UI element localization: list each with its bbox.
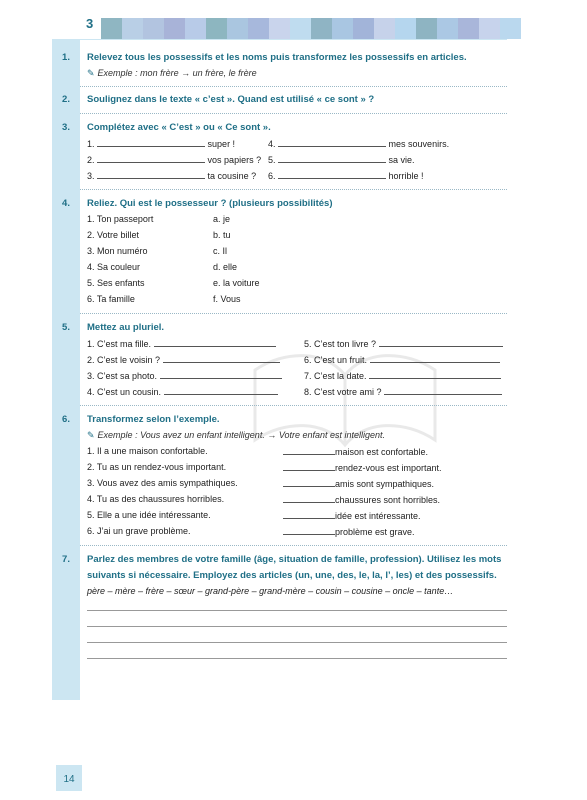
exercise-6-left-6: 6. J’ai un grave problème. (87, 526, 191, 536)
exercise-6-left-3: 3. Vous avez des amis sympathiques. (87, 478, 238, 488)
exercise-3-item-5: 5. sa vie. (268, 155, 415, 165)
answer-blank[interactable] (154, 338, 276, 347)
exercise-2-title: Soulignez dans le texte « c’est ». Quand est utilisé « ce sont » ? (87, 94, 375, 105)
exercise-6-right-6: problème est grave. (283, 526, 415, 537)
answer-blank[interactable] (278, 170, 386, 179)
separator (80, 189, 507, 190)
exercise-5-title: Mettez au pluriel. (87, 322, 165, 333)
answer-blank[interactable] (384, 386, 502, 395)
exercise-6-right-4: chaussures sont horribles. (283, 494, 440, 505)
page-number: 14 (56, 765, 82, 791)
answer-blank[interactable] (283, 478, 335, 487)
answer-blank[interactable] (379, 338, 503, 347)
exercise-5-item-2: 2. C’est le voisin ? (87, 354, 280, 365)
exercise-6-right-2: rendez-vous est important. (283, 462, 442, 473)
exercise-4-left-2: 2. Votre billet (87, 230, 140, 240)
exercise-5-item-7: 7. C’est la date. (304, 370, 501, 381)
exercise-1-number: 1. (62, 52, 70, 63)
exercise-7-title-line-1: Parlez des membres de votre famille (âge, situation de famille, profession). Utilisez les mots (87, 554, 502, 565)
header-square (122, 18, 143, 39)
header-square (479, 18, 500, 39)
separator (80, 545, 507, 546)
exercise-6-right-3: amis sont sympathiques. (283, 478, 434, 489)
separator (80, 405, 507, 406)
separator (80, 313, 507, 314)
answer-blank[interactable] (283, 510, 335, 519)
exercise-4-number: 4. (62, 198, 70, 209)
exercise-7-word-list: père – mère – frère – sœur – grand-père – grand-mère – cousin – cousine – oncle – tante… (87, 586, 454, 596)
answer-blank[interactable] (283, 446, 335, 455)
exercise-1-title: Relevez tous les possessifs et les noms puis transformez les possessifs en articles. (87, 52, 467, 63)
header-square (290, 18, 311, 39)
answer-blank[interactable] (97, 138, 205, 147)
top-rule (52, 39, 507, 40)
exercise-4-right-c: c. Il (213, 246, 228, 256)
header-square (374, 18, 395, 39)
exercise-6-right-1: maison est confortable. (283, 446, 428, 457)
exercise-5-item-5: 5. C’est ton livre ? (304, 338, 503, 349)
exercise-4-left-3: 3. Mon numéro (87, 246, 148, 256)
writing-line[interactable] (87, 626, 507, 627)
writing-line[interactable] (87, 642, 507, 643)
exercise-6-left-4: 4. Tu as des chaussures horribles. (87, 494, 225, 504)
header-square (227, 18, 248, 39)
exercise-4-right-e: e. la voiture (213, 278, 260, 288)
header-square (437, 18, 458, 39)
header-square (395, 18, 416, 39)
exercise-4-right-f: f. Vous (213, 294, 241, 304)
exercise-4-left-5: 5. Ses enfants (87, 278, 145, 288)
exercise-6-number: 6. (62, 414, 70, 425)
answer-blank[interactable] (160, 370, 282, 379)
header-square (458, 18, 479, 39)
exercise-4-left-1: 1. Ton passeport (87, 214, 154, 224)
pencil-icon: ✎ (87, 68, 95, 78)
answer-blank[interactable] (278, 138, 386, 147)
exercise-3-item-3: 3. ta cousine ? (87, 171, 257, 181)
answer-blank[interactable] (283, 494, 335, 503)
exercise-5-item-6: 6. C’est un fruit. (304, 354, 500, 365)
exercise-sidebar (52, 40, 80, 700)
header-square (206, 18, 227, 39)
exercise-6-right-5: idée est intéressante. (283, 510, 421, 521)
header-color-squares (101, 18, 521, 39)
exercise-5-item-3: 3. C’est sa photo. (87, 370, 282, 381)
exercise-6-left-2: 2. Tu as un rendez-vous important. (87, 462, 227, 472)
exercise-3-title: Complétez avec « C’est » ou « Ce sont ». (87, 122, 271, 133)
exercise-3-item-1: 1. super ! (87, 139, 236, 149)
answer-blank[interactable] (164, 386, 278, 395)
header-square (143, 18, 164, 39)
answer-blank[interactable] (97, 170, 205, 179)
exercise-6-left-1: 1. Il a une maison confortable. (87, 446, 208, 456)
writing-line[interactable] (87, 658, 507, 659)
exercise-3-item-6: 6. horrible ! (268, 171, 424, 181)
separator (80, 86, 507, 87)
exercise-3-item-2: 2. vos papiers ? (87, 155, 262, 165)
header-square (332, 18, 353, 39)
separator (80, 113, 507, 114)
header-square (185, 18, 206, 39)
exercise-1-example: ✎ Exemple : mon frère → un frère, le frère (87, 68, 257, 78)
exercise-4-title: Reliez. Qui est le possesseur ? (plusieurs possibilités) (87, 198, 333, 209)
exercise-7-title-line-2: suivants si nécessaire. Employez des articles (un, une, des, le, la, l’, les) et des possessifs. (87, 570, 497, 581)
header-square (311, 18, 332, 39)
answer-blank[interactable] (278, 154, 386, 163)
header-square (353, 18, 374, 39)
exercise-5-item-4: 4. C’est un cousin. (87, 386, 278, 397)
unit-number: 3 (86, 16, 94, 31)
exercise-4-right-d: d. elle (213, 262, 238, 272)
exercise-4-right-b: b. tu (213, 230, 231, 240)
header-square (248, 18, 269, 39)
exercise-4-left-4: 4. Sa couleur (87, 262, 141, 272)
exercise-3-number: 3. (62, 122, 70, 133)
answer-blank[interactable] (369, 370, 501, 379)
header-square (500, 18, 521, 39)
header-square (101, 18, 122, 39)
header-square (269, 18, 290, 39)
exercise-6-example: ✎ Exemple : Vous avez un enfant intelligent. → Votre enfant est intelligent. (87, 430, 386, 440)
exercise-6-left-5: 5. Elle a une idée intéressante. (87, 510, 211, 520)
header-square (416, 18, 437, 39)
answer-blank[interactable] (283, 462, 335, 471)
header-square (164, 18, 185, 39)
exercise-5-number: 5. (62, 322, 70, 333)
exercise-5-item-1: 1. C’est ma fille. (87, 338, 276, 349)
answer-blank[interactable] (163, 354, 280, 363)
answer-blank[interactable] (370, 354, 500, 363)
exercise-4-right-a: a. je (213, 214, 231, 224)
exercise-2-number: 2. (62, 94, 70, 105)
writing-line[interactable] (87, 610, 507, 611)
exercise-4-left-6: 6. Ta famille (87, 294, 135, 304)
exercise-6-title: Transformez selon l’exemple. (87, 414, 220, 425)
exercise-3-item-4: 4. mes souvenirs. (268, 139, 450, 149)
answer-blank[interactable] (283, 526, 335, 535)
exercise-5-item-8: 8. C’est votre ami ? (304, 386, 502, 397)
exercise-7-number: 7. (62, 554, 70, 565)
pencil-icon: ✎ (87, 430, 95, 440)
answer-blank[interactable] (97, 154, 205, 163)
